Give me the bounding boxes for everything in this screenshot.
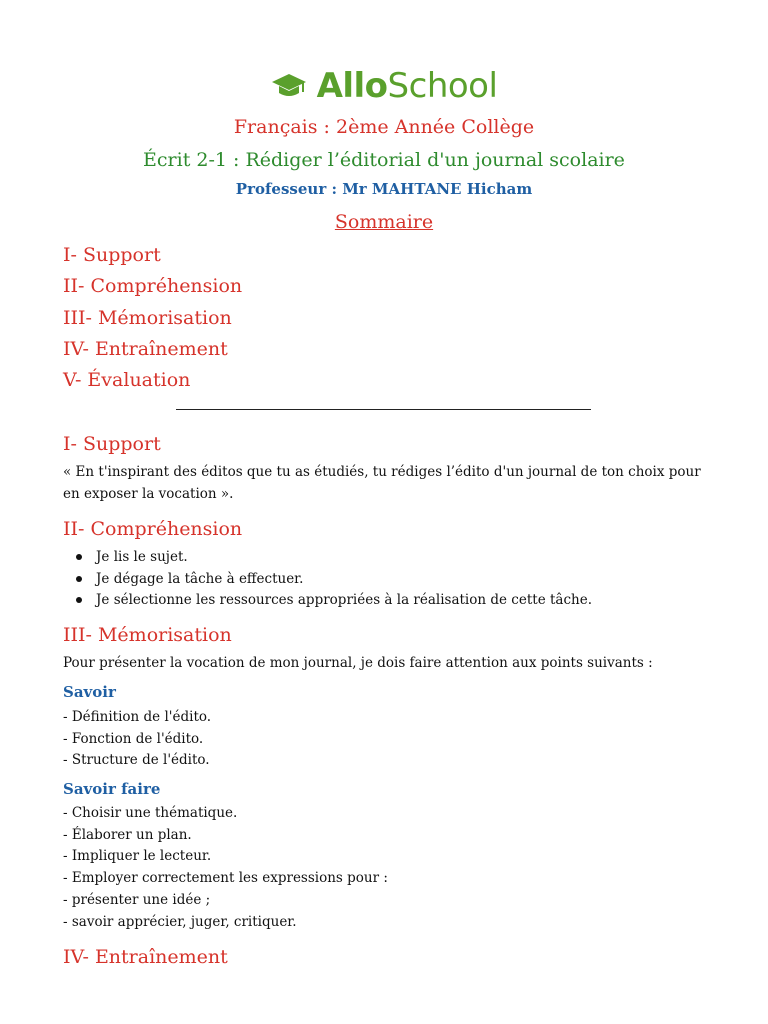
comprehension-list — [63, 547, 592, 612]
graduation-cap-icon — [271, 68, 307, 104]
summary-item-evaluation[interactable]: V- Évaluation — [63, 369, 191, 392]
memorisation-intro: Pour présenter la vocation de mon journal, je dois faire attention aux points suivants : — [63, 655, 653, 671]
list-item: - Définition de l'édito. — [63, 709, 212, 725]
summary-item-entrainement[interactable]: IV- Entraînement — [63, 337, 228, 360]
summary-title[interactable]: Sommaire — [334, 211, 434, 233]
list-item: - Élaborer un plan. — [63, 826, 192, 843]
alloschool-logo[interactable] — [0, 66, 768, 106]
list-item: - Impliquer le lecteur. — [63, 848, 212, 865]
section-title-entrainement: IV- Entraînement — [63, 946, 228, 968]
list-item-text: Je dégage la tâche à effectuer. — [96, 570, 304, 587]
logo-text-bold: Allo — [316, 66, 388, 106]
list-item-text: Je sélectionne les ressources appropriées à la réalisation de cette tâche. — [96, 592, 592, 609]
divider — [176, 409, 591, 410]
section-title-support: I- Support — [63, 433, 161, 455]
list-item: - Choisir une thématique. — [63, 805, 238, 821]
savoir-faire-title: Savoir faire — [63, 780, 161, 798]
list-item: - Structure de l'édito. — [63, 752, 210, 769]
summary-item-memorisation[interactable]: III- Mémorisation — [63, 306, 232, 329]
bullet-icon — [76, 554, 82, 560]
savoir-title: Savoir — [63, 683, 116, 701]
list-item: - savoir apprécier, juger, critiquer. — [63, 913, 297, 930]
savoir-faire-list — [63, 803, 388, 933]
support-text: « En t'inspirant des éditos que tu as étudiés, tu rédiges l’édito d'un journal de ton choix pour en exposer la vocation ». — [63, 464, 701, 502]
summary-list — [63, 240, 242, 396]
subject-title: Français : 2ème Année Collège — [233, 116, 535, 138]
logo-text — [317, 66, 498, 106]
bullet-icon — [76, 597, 82, 603]
bullet-icon — [76, 576, 82, 582]
list-item — [63, 569, 592, 591]
lesson-title: Écrit 2-1 : Rédiger l’éditorial d'un journal scolaire — [143, 149, 625, 171]
list-item: - présenter une idée ; — [63, 891, 211, 908]
list-item — [63, 590, 592, 612]
list-item: - Employer correctement les expressions pour : — [63, 870, 388, 887]
section-title-comprehension: II- Compréhension — [63, 518, 243, 540]
section-title-memorisation: III- Mémorisation — [63, 624, 232, 646]
logo-inner — [271, 66, 498, 106]
summary-item-comprehension[interactable]: II- Compréhension — [63, 275, 243, 298]
list-item — [63, 547, 592, 569]
savoir-list — [63, 707, 211, 772]
list-item: - Fonction de l'édito. — [63, 730, 204, 747]
list-item-text: Je lis le sujet. — [96, 549, 188, 565]
summary-item-support[interactable]: I- Support — [63, 244, 161, 266]
logo-text-light: School — [387, 66, 498, 106]
teacher-name: Professeur : Mr MAHTANE Hicham — [235, 180, 533, 198]
